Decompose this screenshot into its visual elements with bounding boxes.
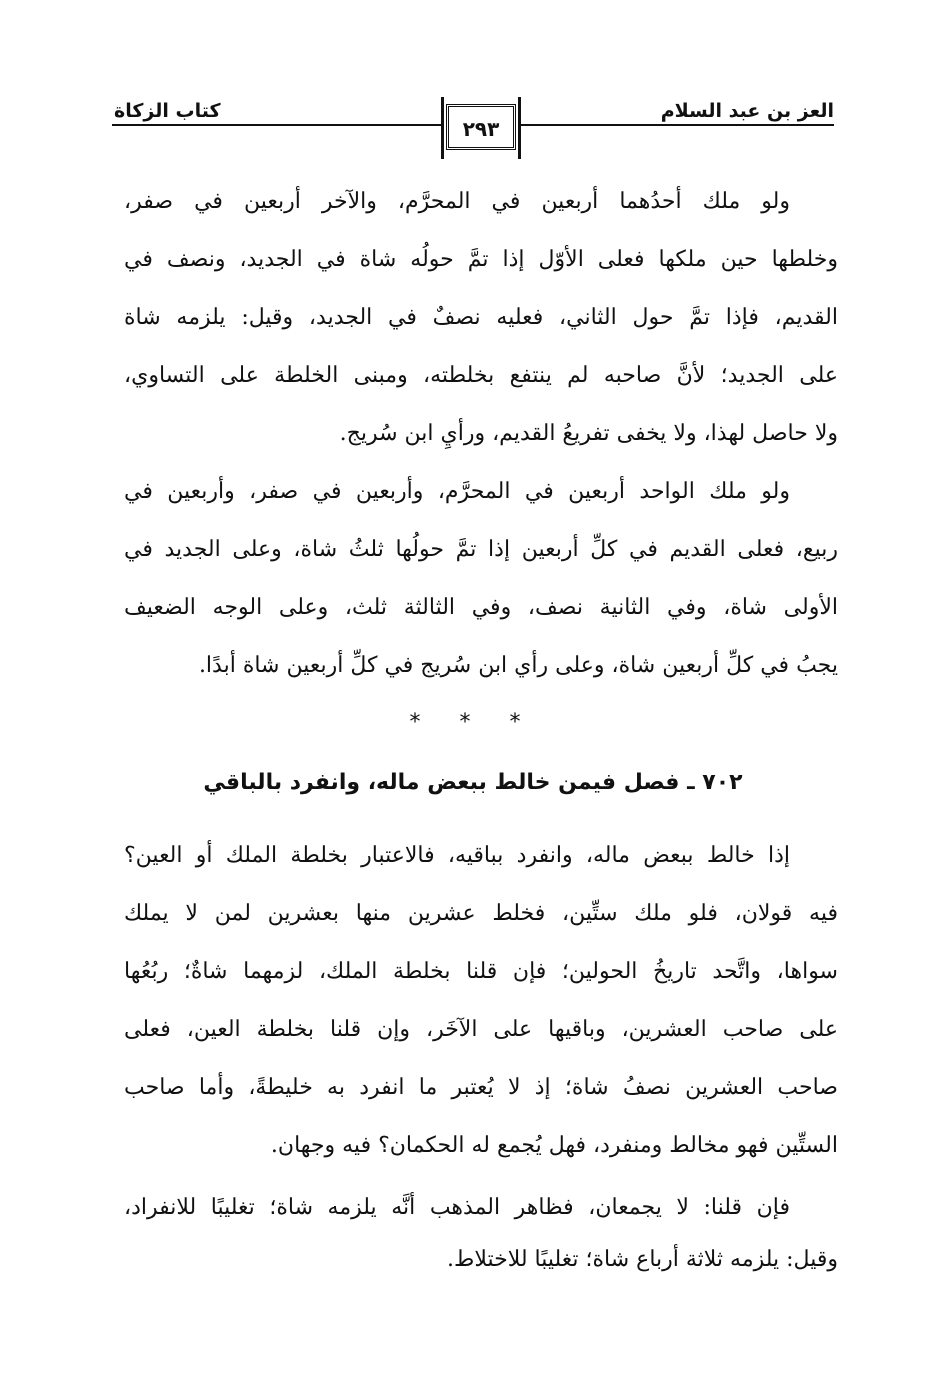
text-line: صاحب العشرين نصفُ شاة؛ إذ لا يُعتبر ما انفرد به خليطةً، وأما صاحب [124,1075,838,1100]
text-line: على الجديد؛ لأنَّ صاحبه لم ينتفع بخلطته، ومبنى الخلطة على التساوي، [124,363,839,388]
text-line: سواها، واتَّحد تاريخُ الحولين؛ فإن قلنا بخلطة الملك، لزمهما شاةٌ؛ ربُعُها [124,959,838,984]
page-number: ٢٩٣ [462,117,500,141]
text-line: ولو ملك الواحد أربعين في المحرَّم، وأربعين في صفر، وأربعين في [124,479,790,504]
text-line: فإن قلنا: لا يجمعان، فظاهر المذهب أنَّه يلزمه شاة؛ تغليبًا للانفراد، [124,1195,790,1220]
header-rule-right [518,124,834,126]
text-line: يجبُ في كلِّ أربعين شاة، وعلى رأي ابن سُريج في كلِّ أربعين شاة أبدًا. [198,653,838,678]
text-line: الستِّين فهو مخالط ومنفرد، فهل يُجمع له الحكمان؟ فيه وجهان. [270,1133,838,1158]
text-line: وخلطها حين ملكها فعلى الأوّل إذا تمَّ حولُه شاة في الجديد، ونصف في [124,247,838,272]
header-author: العز بن عبد السلام [660,100,834,122]
paragraph-2 [124,463,838,695]
text-line: إذا خالط ببعض ماله، وانفرد بباقيه، فالاعتبار بخلطة الملك أو العين؟ [124,843,790,868]
page-number-frame [446,104,516,150]
text-line: وقيل: يلزمه ثلاثة أرباع شاة؛ تغليبًا للاختلاط. [447,1247,838,1272]
header-rule-left [112,124,442,126]
text-line: على صاحب العشرين، وباقيها على الآخَر، وإن قلنا بخلطة العين، فعلى [124,1017,838,1042]
text-line: فيه قولان، فلو ملك ستِّين، فخلط عشرين منها بعشرين لمن لا يملك [124,901,838,926]
paragraph-3 [124,827,838,1175]
text-line: ولو ملك أحدُهما أربعين في المحرَّم، والآخر أربعين في صفر، [124,189,790,214]
text-line: ربيع، فعلى القديم في كلِّ أربعين إذا تمَّ حولُها ثلثُ شاة، وعلى الجديد في [124,537,838,562]
section-heading: ٧٠٢ ـ فصل فيمن خالط ببعض ماله، وانفرد بالباقي [203,770,743,795]
text-line: الأولى شاة، وفي الثانية نصف، وفي الثالثة ثلث، وعلى الوجه الضعيف [124,595,838,620]
paragraph-1 [124,173,838,463]
text-line: ولا حاصل لهذا، ولا يخفى تفريعُ القديم، ورأيِ ابن سُريج. [339,421,838,446]
paragraph-4 [124,1182,838,1286]
text-line: القديم، فإذا تمَّ حول الثاني، فعليه نصفٌ في الجديد، وقيل: يلزمه شاة [124,305,838,330]
section-separator: * * * [409,710,537,735]
header-chapter: كتاب الزكاة [114,100,221,122]
